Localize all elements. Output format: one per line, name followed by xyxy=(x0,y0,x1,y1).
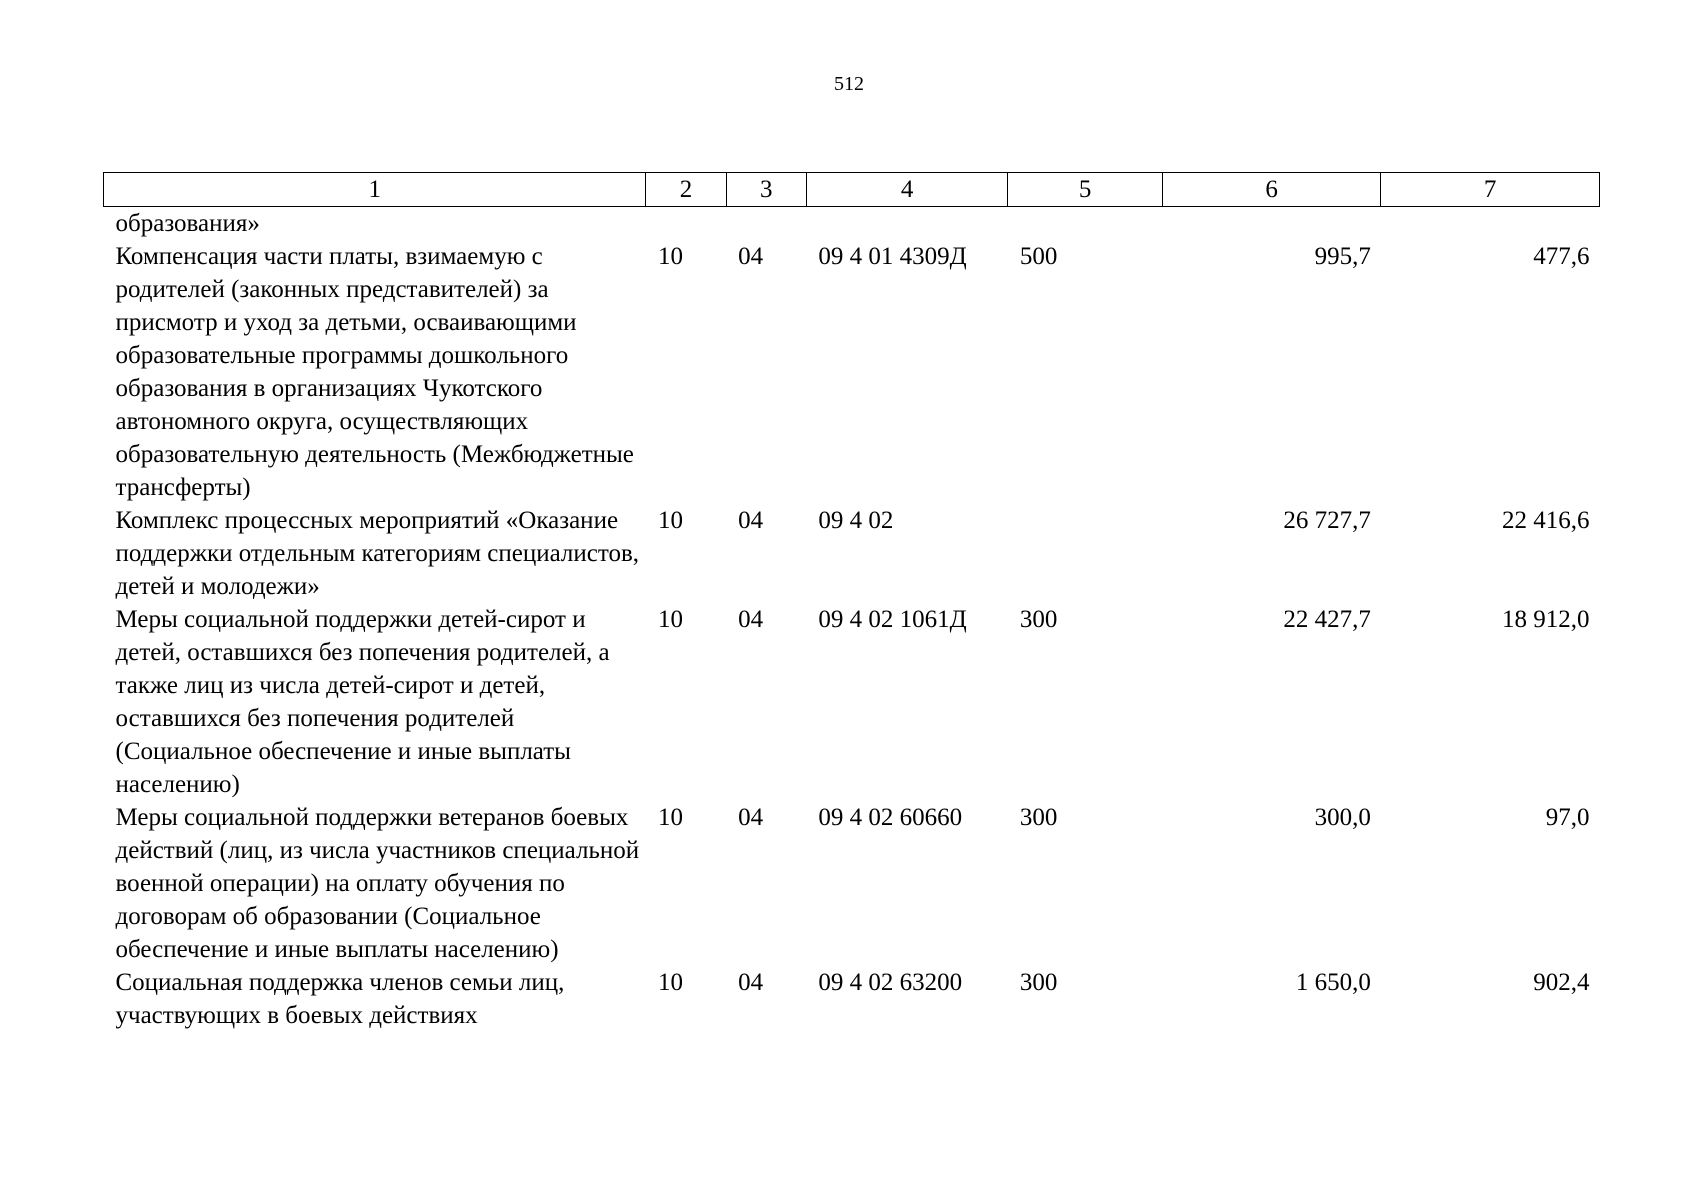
row-expense-type: 300 xyxy=(1019,804,1058,831)
row-sum-col7: 902,4 xyxy=(1533,969,1590,996)
row-subsection: 04 xyxy=(738,606,764,633)
row-section xyxy=(646,207,726,241)
row-expense-type: 300 xyxy=(1019,969,1058,996)
row-subsection xyxy=(726,207,806,241)
row-name: Меры социальной поддержки ветеранов боевых действий (лиц, из числа участников специальной военной операции) на оплату обучения по договорам об образовании (Социальное обеспечение и иные выплаты населению) xyxy=(115,804,640,963)
header-col-3: 3 xyxy=(726,173,806,207)
row-section: 10 xyxy=(657,804,683,831)
row-sum-col6: 1 650,0 xyxy=(1295,969,1371,996)
page-number: 512 xyxy=(834,73,864,95)
header-row xyxy=(104,173,1600,207)
table-body xyxy=(104,207,1600,1033)
row-expense-type xyxy=(1008,207,1162,241)
row-name: образования» xyxy=(115,210,260,237)
row-sum-col7: 97,0 xyxy=(1545,804,1590,831)
row-name: Комплекс процессных мероприятий «Оказание поддержки отдельным категориям специалистов, детей и молодежи» xyxy=(115,507,640,600)
row-name: Меры социальной поддержки детей-сирот и детей, оставшихся без попечения родителей, а также лиц из числа детей-сирот и детей, оставшихся без попечения родителей (Социальное обеспечение и иные выплаты населению) xyxy=(115,606,610,798)
row-section: 10 xyxy=(657,969,683,996)
row-target-article xyxy=(806,207,1008,241)
row-sum-col6: 22 427,7 xyxy=(1283,606,1371,633)
row-name: Компенсация части платы, взимаемую с родителей (законных представителей) за присмотр и уход за детьми, осваивающими образовательные программы дошкольного образования в организациях Чукотского автономного округа, осуществляющих образовательную деятельность (Межбюджетные трансферты) xyxy=(115,243,634,501)
budget-table xyxy=(103,172,1600,1032)
row-expense-type: 300 xyxy=(1019,606,1058,633)
row-target-article: 09 4 02 60660 xyxy=(818,804,963,831)
row-sum-col6 xyxy=(1162,207,1381,241)
row-subsection: 04 xyxy=(738,969,764,996)
row-subsection: 04 xyxy=(738,507,764,534)
row-subsection: 04 xyxy=(738,243,764,270)
row-sum-col7: 477,6 xyxy=(1533,243,1590,270)
table-row xyxy=(104,207,1600,241)
row-target-article: 09 4 02 1061Д xyxy=(818,606,967,633)
row-sum-col7 xyxy=(1381,207,1600,241)
table-row xyxy=(104,801,1600,966)
header-col-2: 2 xyxy=(646,173,726,207)
table-header xyxy=(104,173,1600,207)
table-row xyxy=(104,504,1600,603)
row-target-article: 09 4 01 4309Д xyxy=(818,243,967,270)
row-sum-col7: 22 416,6 xyxy=(1502,507,1590,534)
row-name: Социальная поддержка членов семьи лиц, участвующих в боевых действиях xyxy=(115,969,565,1029)
header-col-1: 1 xyxy=(104,173,646,207)
header-col-7: 7 xyxy=(1381,173,1600,207)
row-expense-type xyxy=(1008,504,1162,603)
table-row xyxy=(104,603,1600,801)
row-section: 10 xyxy=(657,243,683,270)
table-row xyxy=(104,240,1600,504)
row-subsection: 04 xyxy=(738,804,764,831)
row-sum-col6: 26 727,7 xyxy=(1283,507,1371,534)
row-section: 10 xyxy=(657,507,683,534)
row-sum-col7: 18 912,0 xyxy=(1502,606,1590,633)
header-col-6: 6 xyxy=(1162,173,1381,207)
row-target-article: 09 4 02 63200 xyxy=(818,969,963,996)
header-col-4: 4 xyxy=(806,173,1008,207)
row-section: 10 xyxy=(657,606,683,633)
header-col-5: 5 xyxy=(1008,173,1162,207)
row-target-article: 09 4 02 xyxy=(818,507,894,534)
row-sum-col6: 995,7 xyxy=(1314,243,1371,270)
row-sum-col6: 300,0 xyxy=(1314,804,1371,831)
table-row xyxy=(104,966,1600,1032)
row-expense-type: 500 xyxy=(1019,243,1058,270)
